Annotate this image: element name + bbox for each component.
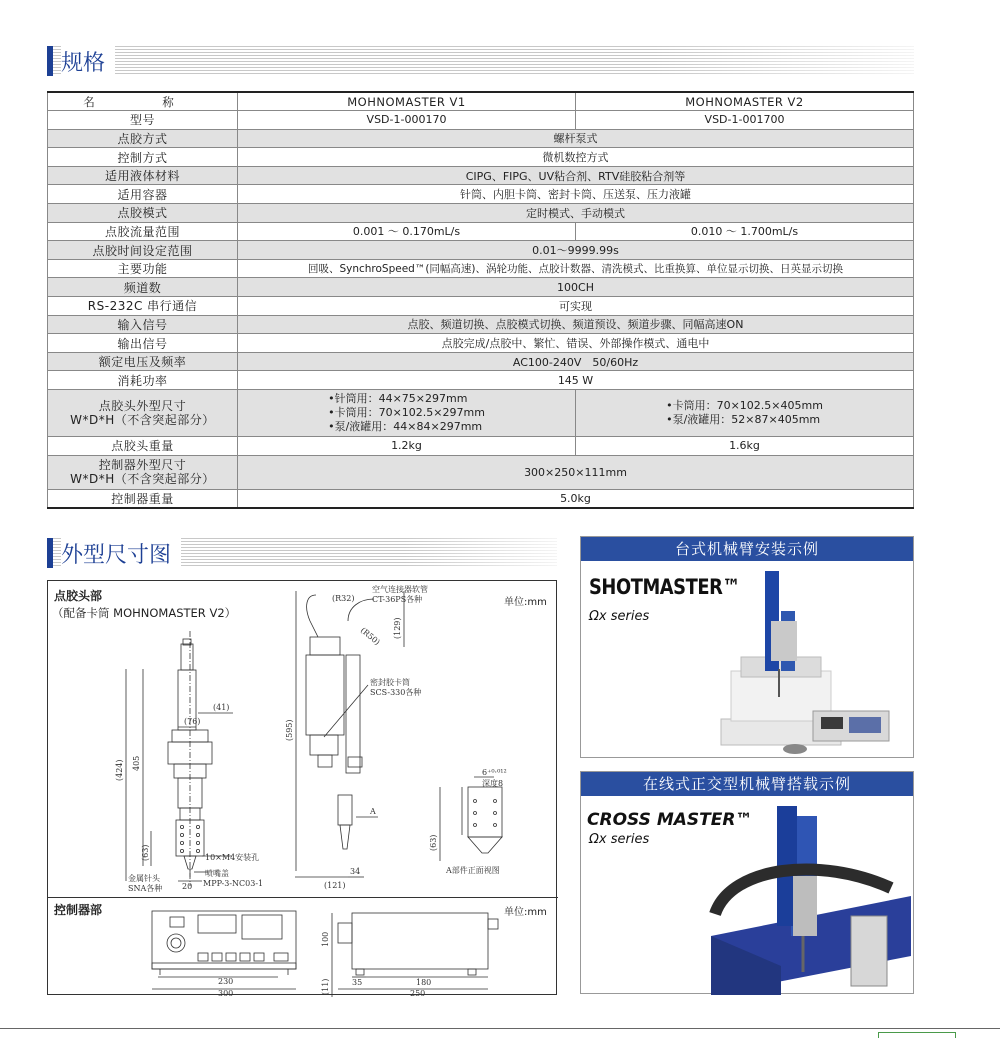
ctrl-unit: 单位:mm	[504, 907, 547, 918]
row-label: 输出信号	[48, 334, 238, 353]
series-logo: Ωx series	[589, 832, 650, 847]
example-benchtop	[580, 536, 914, 758]
nozzle-part-label: MPP-3-NC03-1	[203, 879, 264, 888]
table-row	[48, 241, 914, 260]
d230-label: 230	[218, 977, 234, 986]
scs-label: SCS-330各种	[370, 688, 422, 697]
tol-label: 6⁺⁰·⁰¹²	[482, 768, 507, 777]
row-label: 主要功能	[48, 259, 238, 278]
table-row	[48, 315, 914, 334]
d11-label: (11)	[321, 978, 330, 995]
list-item: •卡筒用：70×102.5×297mm	[328, 406, 485, 419]
row-label-line: 点胶头外型尺寸	[98, 399, 187, 413]
row-label: 型号	[48, 111, 238, 130]
v2-cell: 0.010 ～ 1.700mL/s	[576, 222, 914, 241]
head-section-subtitle: （配备卡筒 MOHNOMASTER V2）	[52, 606, 237, 620]
d180-label: 180	[416, 978, 432, 987]
header-stripes	[47, 46, 914, 76]
series-logo: Ωx series	[589, 609, 650, 624]
d100-label: 100	[321, 931, 330, 947]
spec-table	[47, 91, 914, 509]
table-row	[48, 390, 914, 437]
row-label: 输入信号	[48, 315, 238, 334]
list-item: •泵/液罐用：44×84×297mm	[328, 420, 483, 433]
a63-label: (63)	[429, 834, 438, 851]
dim-label-424: (424)	[115, 759, 124, 781]
table-row	[48, 455, 914, 489]
example-title: 台式机械臂安装示例	[581, 537, 913, 561]
table-row	[48, 334, 914, 353]
row-label: 点胶模式	[48, 204, 238, 223]
v2-header: MOHNOMASTER V2	[576, 92, 914, 111]
ctrl-section-title: 控制器部	[54, 903, 103, 917]
merged-cell: 螺杆泵式	[238, 129, 914, 148]
table-row	[48, 204, 914, 223]
merged-cell: AC100-240V 50/60Hz	[238, 352, 914, 371]
benchtop-robot-image	[581, 561, 915, 759]
brand-logo: CROSS MASTER™	[587, 810, 753, 830]
row-label: 额定电压及频率	[48, 352, 238, 371]
row-label: 适用液体材料	[48, 166, 238, 185]
v2-cell: 1.6kg	[576, 437, 914, 456]
example-inline	[580, 771, 914, 994]
header-accent-bar	[47, 538, 53, 568]
a-part-view	[429, 768, 507, 875]
table-header-row	[48, 92, 914, 111]
merged-cell: 微机数控方式	[238, 148, 914, 167]
table-row	[48, 148, 914, 167]
list-item: •泵/液罐用：52×87×405mm	[666, 413, 821, 426]
d121-label: (121)	[324, 881, 346, 890]
r32-label: (R32)	[332, 594, 355, 603]
row-label: RS-232C 串行通信	[48, 297, 238, 316]
d35-label: 35	[352, 978, 363, 987]
row-label-line: W*D*H（不含突起部分）	[70, 413, 215, 427]
mount-holes-label: 10×M4安装孔	[205, 853, 260, 862]
footer-line	[0, 1028, 1000, 1029]
merged-cell: 回吸、SynchroSpeed™(同幅高速)、涡轮功能、点胶计数器、清洗模式、比重换算、单位显示切换、日英显示切换	[238, 259, 914, 278]
a-mark-label: A	[370, 807, 376, 816]
head-section-title: 点胶头部	[54, 589, 103, 603]
v1-cell: 0.001 ～ 0.170mL/s	[238, 222, 576, 241]
merged-cell: 5.0kg	[238, 489, 914, 508]
v2-cell	[576, 390, 914, 437]
dims-list	[666, 399, 823, 427]
row-label-line: W*D*H（不含突起部分）	[70, 472, 215, 487]
row-label: 控制方式	[48, 148, 238, 167]
table-row	[48, 129, 914, 148]
merged-cell: CIPG、FIPG、UV粘合剂、RTV硅胶粘合剂等	[238, 166, 914, 185]
table-row	[48, 111, 914, 130]
row-label: 频道数	[48, 278, 238, 297]
list-item: •针筒用：44×75×297mm	[328, 392, 468, 405]
row-label-line: 控制器外型尺寸	[98, 458, 187, 473]
dimensions-section-header	[47, 536, 557, 570]
example-title: 在线式正交型机械臂搭载示例	[581, 772, 913, 796]
merged-cell: 145 W	[238, 371, 914, 390]
v1-cell: 1.2kg	[238, 437, 576, 456]
d129-label: (129)	[393, 617, 402, 639]
a-view-label: A部件正面视图	[446, 866, 500, 875]
dims-list	[328, 392, 485, 434]
spec-section-header	[47, 44, 914, 78]
merged-cell: 0.01～9999.99s	[238, 241, 914, 260]
d250-label: 250	[410, 989, 426, 997]
d34-label: 34	[350, 867, 361, 876]
v1-header: MOHNOMASTER V1	[238, 92, 576, 111]
dim-label-41: (41)	[213, 703, 230, 712]
dimension-drawing-panel	[47, 580, 557, 995]
seal-label: 密封胶卡筒	[370, 678, 410, 687]
row-label: 点胶方式	[48, 129, 238, 148]
merged-cell: 可实现	[238, 297, 914, 316]
ct36-label: CT-36PS各种	[372, 595, 423, 604]
list-item: •卡筒用：70×102.5×405mm	[666, 399, 823, 412]
r50-label: (R50)	[358, 625, 382, 647]
table-row	[48, 437, 914, 456]
table-row	[48, 297, 914, 316]
footer-tab	[878, 1032, 956, 1038]
depth-label: 深度8	[482, 779, 504, 788]
merged-cell: 300×250×111mm	[238, 455, 914, 489]
row-label: 点胶时间设定范围	[48, 241, 238, 260]
row-label: 点胶头重量	[48, 437, 238, 456]
row-label: 消耗功率	[48, 371, 238, 390]
row-label	[48, 455, 238, 489]
table-row	[48, 352, 914, 371]
dim-label-20: 20	[182, 882, 193, 891]
v2-cell: VSD-1-001700	[576, 111, 914, 130]
v1-cell	[238, 390, 576, 437]
air-hose-label: 空气连接器软管	[372, 585, 428, 594]
merged-cell: 点胶、频道切换、点胶模式切换、频道预设、频道步骤、同幅高速ON	[238, 315, 914, 334]
dispense-head-drawing	[48, 581, 558, 896]
merged-cell: 针筒、内胆卡筒、密封卡筒、压送泵、压力液罐	[238, 185, 914, 204]
header-accent-bar	[47, 46, 53, 76]
nozzle-cap-label: 喷嘴盖	[205, 869, 229, 878]
d300-label: 300	[218, 989, 234, 997]
metal-needle-label: 金属针头	[128, 874, 160, 883]
merged-cell: 定时模式、手动模式	[238, 204, 914, 223]
controller-front-view	[152, 911, 296, 997]
table-row	[48, 371, 914, 390]
inline-robot-image	[581, 796, 915, 995]
row-label: 适用容器	[48, 185, 238, 204]
table-row	[48, 185, 914, 204]
table-row	[48, 222, 914, 241]
head-unit: 单位:mm	[504, 597, 547, 608]
v1-cell: VSD-1-000170	[238, 111, 576, 130]
table-row	[48, 259, 914, 278]
name-header: 名 称	[48, 92, 238, 111]
merged-cell: 点胶完成/点胶中、繁忙、错误、外部操作模式、通电中	[238, 334, 914, 353]
controller-side-view	[321, 913, 498, 997]
table-row	[48, 489, 914, 508]
spec-heading: 规格	[61, 46, 115, 77]
d595-label: (595)	[285, 719, 294, 741]
row-label: 点胶流量范围	[48, 222, 238, 241]
sna-label: SNA各种	[128, 884, 163, 893]
dimensions-heading: 外型尺寸图	[61, 538, 181, 569]
row-label	[48, 390, 238, 437]
dim-label-76: (76)	[184, 717, 201, 726]
row-label: 控制器重量	[48, 489, 238, 508]
merged-cell: 100CH	[238, 278, 914, 297]
brand-logo: SHOTMASTER™	[589, 575, 740, 599]
table-row	[48, 278, 914, 297]
head-front-view	[115, 631, 263, 893]
head-side-view	[285, 584, 428, 890]
table-row	[48, 166, 914, 185]
dim-label-405: 405	[132, 755, 141, 771]
dim-label-63: (63)	[141, 844, 150, 861]
controller-drawing	[48, 897, 558, 997]
